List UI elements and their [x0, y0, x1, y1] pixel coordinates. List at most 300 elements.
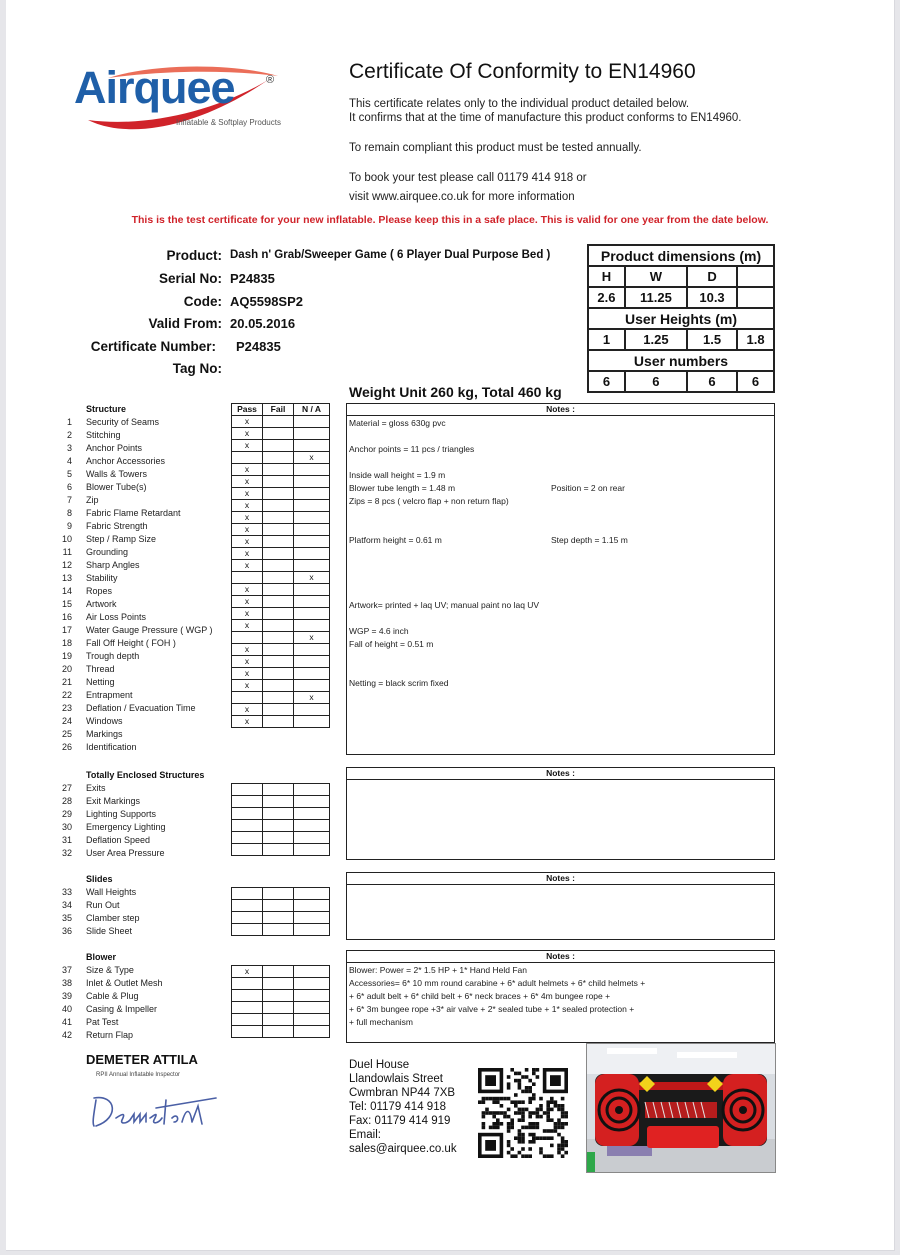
result-cell-pass[interactable]: x [232, 608, 263, 620]
result-cell-pass[interactable]: x [232, 488, 263, 500]
note-line: Platform height = 0.61 m [349, 535, 442, 545]
user-number-3: 6 [687, 371, 737, 392]
inspector-name: DEMETER ATTILA [86, 1052, 198, 1067]
notes-box [346, 950, 775, 1043]
result-cell-fail[interactable] [263, 692, 294, 704]
result-cell-na[interactable] [294, 440, 330, 452]
item-name: Anchor Points [86, 443, 143, 453]
result-cell-fail[interactable] [263, 644, 294, 656]
result-cell-na[interactable] [294, 820, 330, 832]
inflatable-photo-icon [587, 1044, 775, 1172]
result-cell-na[interactable] [294, 668, 330, 680]
booking-line-1: To book your test please call 01179 414 918 or [349, 172, 587, 184]
product-photo [586, 1043, 776, 1173]
result-cell-pass[interactable]: x [232, 716, 263, 728]
result-cell-pass[interactable]: x [232, 440, 263, 452]
notes-box [346, 403, 775, 755]
result-cell-fail[interactable] [263, 428, 294, 440]
dim-value-d: 10.3 [687, 287, 737, 308]
result-cell-na[interactable] [294, 978, 330, 990]
item-number: 31 [61, 835, 72, 845]
code-label: Code: [183, 294, 222, 309]
result-cell-fail[interactable] [263, 620, 294, 632]
note-line: Blower tube length = 1.48 m [349, 483, 456, 493]
result-cell-fail[interactable] [263, 924, 294, 936]
item-name: Cable & Plug [86, 991, 139, 1001]
note-line: Step depth = 1.15 m [551, 535, 628, 545]
item-name: Return Flap [86, 1030, 134, 1040]
item-name: Blower Tube(s) [86, 482, 147, 492]
pass-fail-table [231, 965, 330, 1038]
note-line: Fall of height = 0.51 m [349, 639, 434, 649]
dimensions-title: Product dimensions (m) [588, 245, 774, 266]
item-number: 12 [61, 560, 72, 570]
user-numbers-title: User numbers [588, 350, 774, 371]
result-cell-pass[interactable]: x [232, 668, 263, 680]
item-name: Windows [86, 716, 123, 726]
note-line: WGP = 4.6 inch [349, 626, 409, 636]
result-cell-pass[interactable] [232, 820, 263, 832]
item-number: 38 [61, 978, 72, 988]
result-cell-pass[interactable] [232, 452, 263, 464]
item-number: 15 [61, 599, 72, 609]
result-cell-na[interactable] [294, 912, 330, 924]
result-cell-fail[interactable] [263, 512, 294, 524]
item-name: Lighting Supports [86, 809, 157, 819]
result-cell-fail[interactable] [263, 572, 294, 584]
result-cell-fail[interactable] [263, 978, 294, 990]
result-cell-na[interactable] [294, 584, 330, 596]
item-name: Size & Type [86, 965, 134, 975]
result-cell-fail[interactable] [263, 912, 294, 924]
user-height-4: 1.8 [737, 329, 774, 350]
result-cell-fail[interactable] [263, 464, 294, 476]
serial-label: Serial No: [158, 271, 222, 286]
item-number: 4 [66, 456, 72, 466]
user-height-1: 1 [588, 329, 625, 350]
result-cell-na[interactable] [294, 548, 330, 560]
result-cell-pass[interactable]: x [232, 560, 263, 572]
item-number: 8 [66, 508, 72, 518]
item-number: 18 [61, 638, 72, 648]
result-cell-pass[interactable] [232, 900, 263, 912]
note-line: Position = 2 on rear [551, 483, 625, 493]
result-cell-pass[interactable] [232, 844, 263, 856]
item-name: Fall Off Height ( FOH ) [86, 638, 176, 648]
note-line: Zips = 8 pcs ( velcro flap + non return flap) [349, 496, 509, 506]
notes-header: Notes : [347, 768, 774, 780]
item-number: 5 [66, 469, 72, 479]
result-cell-pass[interactable] [232, 784, 263, 796]
item-number: 26 [61, 742, 72, 752]
item-number: 11 [62, 547, 72, 557]
result-cell-fail[interactable] [263, 524, 294, 536]
item-number: 40 [61, 1004, 72, 1014]
result-cell-fail[interactable] [263, 500, 294, 512]
result-cell-fail[interactable] [263, 832, 294, 844]
result-cell-pass[interactable] [232, 1026, 263, 1038]
result-cell-na[interactable] [294, 476, 330, 488]
result-cell-na[interactable] [294, 1014, 330, 1026]
result-cell-fail[interactable] [263, 900, 294, 912]
item-number: 27 [61, 783, 72, 793]
result-cell-na[interactable] [294, 966, 330, 978]
weight-summary: Weight Unit 260 kg, Total 460 kg [349, 384, 562, 400]
item-number: 9 [66, 521, 72, 531]
result-cell-pass[interactable]: x [232, 966, 263, 978]
result-cell-na[interactable] [294, 716, 330, 728]
result-cell-fail[interactable] [263, 548, 294, 560]
result-cell-na[interactable] [294, 524, 330, 536]
result-cell-fail[interactable] [263, 716, 294, 728]
result-cell-pass[interactable] [232, 912, 263, 924]
result-cell-na[interactable]: x [294, 632, 330, 644]
result-cell-fail[interactable] [263, 1026, 294, 1038]
result-cell-pass[interactable]: x [232, 644, 263, 656]
result-cell-fail[interactable] [263, 632, 294, 644]
item-name: Fabric Flame Retardant [86, 508, 181, 518]
item-name: Step / Ramp Size [86, 534, 157, 544]
item-name: Pat Test [86, 1017, 119, 1027]
item-name: Slide Sheet [86, 926, 133, 936]
item-name: Ropes [86, 586, 113, 596]
qr-code-graphic [478, 1060, 573, 1168]
result-cell-na[interactable]: x [294, 692, 330, 704]
item-number: 1 [66, 417, 72, 427]
result-cell-na[interactable] [294, 680, 330, 692]
note-line: Anchor points = 11 pcs / triangles [349, 444, 475, 454]
item-number: 20 [61, 664, 72, 674]
item-name: Markings [86, 729, 123, 739]
result-cell-pass[interactable] [232, 888, 263, 900]
column-header-pass: Pass [232, 404, 263, 416]
notes-header: Notes : [347, 951, 774, 963]
valid-from-label: Valid From: [148, 316, 222, 331]
signature-icon [86, 1088, 226, 1133]
dim-value-w: 11.25 [625, 287, 687, 308]
result-cell-na[interactable] [294, 536, 330, 548]
result-cell-fail[interactable] [263, 888, 294, 900]
item-name: Deflation Speed [86, 835, 151, 845]
intro-line-2: It confirms that at the time of manufacture this product conforms to EN14960. [349, 112, 742, 124]
address-line: Cwmbran NP44 7XB [349, 1087, 456, 1099]
result-cell-pass[interactable]: x [232, 584, 263, 596]
item-name: User Area Pressure [86, 848, 165, 858]
result-cell-na[interactable] [294, 888, 330, 900]
user-number-2: 6 [625, 371, 687, 392]
result-cell-na[interactable] [294, 464, 330, 476]
result-cell-pass[interactable] [232, 924, 263, 936]
result-cell-fail[interactable] [263, 668, 294, 680]
tag-no-label: Tag No: [172, 361, 222, 376]
result-cell-fail[interactable] [263, 560, 294, 572]
result-cell-pass[interactable]: x [232, 464, 263, 476]
dim-header-empty [737, 266, 774, 287]
result-cell-fail[interactable] [263, 584, 294, 596]
result-cell-fail[interactable] [263, 808, 294, 820]
result-cell-fail[interactable] [263, 416, 294, 428]
note-line: Netting = black scrim fixed [349, 678, 449, 688]
item-name: Entrapment [86, 690, 133, 700]
dim-value-empty [737, 287, 774, 308]
result-cell-pass[interactable]: x [232, 704, 263, 716]
result-cell-pass[interactable] [232, 990, 263, 1002]
result-cell-na[interactable] [294, 488, 330, 500]
email-address[interactable]: sales@airquee.co.uk [349, 1143, 457, 1155]
item-name: Exit Markings [86, 796, 141, 806]
result-cell-na[interactable] [294, 620, 330, 632]
result-cell-pass[interactable] [232, 1002, 263, 1014]
item-number: 41 [61, 1017, 72, 1027]
result-cell-na[interactable] [294, 832, 330, 844]
item-number: 28 [61, 796, 72, 806]
airquee-logo [68, 58, 288, 138]
item-name: Security of Seams [86, 417, 160, 427]
section-title: Blower [86, 952, 117, 962]
item-name: Air Loss Points [86, 612, 147, 622]
result-cell-fail[interactable] [263, 488, 294, 500]
item-number: 6 [66, 482, 72, 492]
result-cell-na[interactable] [294, 924, 330, 936]
item-name: Fabric Strength [86, 521, 148, 531]
note-line: + 6* adult belt + 6* child belt + 6* neck braces + 6* 4m bungee rope + [349, 991, 611, 1001]
item-number: 13 [61, 573, 72, 583]
result-cell-fail[interactable] [263, 452, 294, 464]
item-number: 29 [61, 809, 72, 819]
item-number: 30 [61, 822, 72, 832]
item-number: 23 [61, 703, 72, 713]
user-height-3: 1.5 [687, 329, 737, 350]
item-name: Walls & Towers [86, 469, 148, 479]
certificate-number-label: Certificate Number: [90, 339, 216, 354]
item-number: 22 [61, 690, 72, 700]
column-header-na: N / A [294, 404, 330, 416]
section-title: Totally Enclosed Structures [86, 770, 205, 780]
result-cell-na[interactable] [294, 428, 330, 440]
result-cell-pass[interactable]: x [232, 500, 263, 512]
item-number: 7 [66, 495, 72, 505]
item-name: Sharp Angles [86, 560, 140, 570]
result-cell-na[interactable] [294, 560, 330, 572]
result-cell-fail[interactable] [263, 656, 294, 668]
address-line: Llandowlais Street [349, 1073, 443, 1085]
item-number: 14 [61, 586, 72, 596]
address-line: Duel House [349, 1059, 410, 1071]
result-cell-fail[interactable] [263, 820, 294, 832]
result-cell-fail[interactable] [263, 704, 294, 716]
result-cell-pass[interactable] [232, 1014, 263, 1026]
notes-box [346, 872, 775, 940]
result-cell-na[interactable] [294, 644, 330, 656]
logo-tagline: Inflatable & Softplay Products [176, 118, 281, 127]
result-cell-pass[interactable] [232, 572, 263, 584]
result-cell-fail[interactable] [263, 596, 294, 608]
result-cell-pass[interactable] [232, 692, 263, 704]
item-number: 16 [61, 612, 72, 622]
item-number: 39 [61, 991, 72, 1001]
registered-mark: ® [266, 74, 275, 86]
result-cell-fail[interactable] [263, 680, 294, 692]
result-cell-na[interactable] [294, 608, 330, 620]
result-cell-pass[interactable]: x [232, 428, 263, 440]
result-cell-fail[interactable] [263, 990, 294, 1002]
result-cell-fail[interactable] [263, 844, 294, 856]
result-cell-na[interactable]: x [294, 452, 330, 464]
product-value: Dash n' Grab/Sweeper Game ( 6 Player Dual Purpose Bed ) [230, 249, 551, 261]
product-dimensions-table [587, 244, 775, 393]
result-cell-na[interactable] [294, 808, 330, 820]
result-cell-pass[interactable]: x [232, 656, 263, 668]
result-cell-pass[interactable] [232, 796, 263, 808]
result-cell-fail[interactable] [263, 1002, 294, 1014]
item-name: Inlet & Outlet Mesh [86, 978, 163, 988]
result-cell-na[interactable] [294, 844, 330, 856]
item-number: 10 [61, 534, 72, 544]
result-cell-na[interactable] [294, 500, 330, 512]
item-name: Netting [86, 677, 115, 687]
item-number: 3 [66, 443, 72, 453]
item-name: Exits [86, 783, 106, 793]
result-cell-pass[interactable]: x [232, 596, 263, 608]
certificate-page [6, 0, 895, 1251]
result-cell-na[interactable] [294, 900, 330, 912]
note-line: Artwork= printed + laq UV; manual paint no laq UV [349, 600, 540, 610]
user-number-1: 6 [588, 371, 625, 392]
note-line: + full mechanism [349, 1017, 414, 1027]
result-cell-pass[interactable]: x [232, 536, 263, 548]
note-line: Inside wall height = 1.9 m [349, 470, 446, 480]
result-cell-na[interactable] [294, 1026, 330, 1038]
item-number: 42 [61, 1030, 72, 1040]
item-number: 19 [61, 651, 72, 661]
item-name: Clamber step [86, 913, 140, 923]
result-cell-pass[interactable] [232, 808, 263, 820]
result-cell-na[interactable] [294, 512, 330, 524]
intro-line-1: This certificate relates only to the individual product detailed below. [349, 98, 690, 110]
result-cell-pass[interactable]: x [232, 548, 263, 560]
logo-wordmark: Airquee [74, 62, 235, 113]
company-address [349, 1058, 457, 1156]
dim-header-h: H [588, 266, 625, 287]
certificate-title: Certificate Of Conformity to EN14960 [349, 60, 696, 83]
notes-header: Notes : [347, 873, 774, 885]
valid-from-value: 20.05.2016 [230, 316, 296, 331]
item-name: Artwork [86, 599, 117, 609]
item-number: 33 [61, 887, 72, 897]
item-name: Wall Heights [86, 887, 137, 897]
product-label: Product: [166, 248, 222, 263]
result-cell-fail[interactable] [263, 966, 294, 978]
item-name: Zip [86, 495, 99, 505]
result-cell-pass[interactable] [232, 978, 263, 990]
code-value: AQ5598SP2 [230, 294, 303, 309]
result-cell-na[interactable] [294, 416, 330, 428]
result-cell-na[interactable] [294, 784, 330, 796]
result-cell-na[interactable] [294, 796, 330, 808]
inspector-role: RPII Annual Inflatable Inspector [96, 1072, 181, 1078]
result-cell-fail[interactable] [263, 784, 294, 796]
note-line: + 6* 3m bungee rope +3* air valve + 2* sealed tube + 1* sealed protection + [349, 1004, 635, 1014]
result-cell-fail[interactable] [263, 536, 294, 548]
result-cell-pass[interactable] [232, 832, 263, 844]
result-cell-fail[interactable] [263, 796, 294, 808]
result-cell-na[interactable] [294, 990, 330, 1002]
annual-test-note: To remain compliant this product must be tested annually. [349, 142, 642, 154]
item-name: Anchor Accessories [86, 456, 166, 466]
email-label: Email: [349, 1129, 381, 1141]
result-cell-pass[interactable]: x [232, 416, 263, 428]
item-name: Emergency Lighting [86, 822, 166, 832]
user-number-4: 6 [737, 371, 774, 392]
result-cell-na[interactable] [294, 656, 330, 668]
qr-code-icon[interactable] [478, 1060, 573, 1168]
item-number: 34 [61, 900, 72, 910]
result-cell-na[interactable] [294, 1002, 330, 1014]
notes-box [346, 767, 775, 860]
result-cell-pass[interactable]: x [232, 524, 263, 536]
result-cell-na[interactable] [294, 704, 330, 716]
certificate-number-value: P24835 [236, 339, 281, 354]
item-number: 36 [61, 926, 72, 936]
result-cell-pass[interactable]: x [232, 512, 263, 524]
note-line: Material = gloss 630g pvc [349, 418, 446, 428]
result-cell-pass[interactable]: x [232, 620, 263, 632]
result-cell-na[interactable] [294, 596, 330, 608]
item-number: 2 [66, 430, 72, 440]
result-cell-pass[interactable]: x [232, 476, 263, 488]
result-cell-fail[interactable] [263, 608, 294, 620]
dim-header-w: W [625, 266, 687, 287]
item-name: Stitching [86, 430, 121, 440]
item-number: 35 [61, 913, 72, 923]
item-name: Casing & Impeller [86, 1004, 158, 1014]
column-header-fail: Fail [263, 404, 294, 416]
notes-header: Notes : [347, 404, 774, 416]
result-cell-na[interactable]: x [294, 572, 330, 584]
dim-header-d: D [687, 266, 737, 287]
item-number: 32 [61, 848, 72, 858]
item-name: Grounding [86, 547, 129, 557]
fax-line: Fax: 01179 414 919 [349, 1115, 451, 1127]
item-name: Water Gauge Pressure ( WGP ) [86, 625, 213, 635]
note-line: Accessories= 6* 10 mm round carabine + 6* adult helmets + 6* child helmets + [349, 978, 646, 988]
result-cell-fail[interactable] [263, 1014, 294, 1026]
result-cell-pass[interactable]: x [232, 680, 263, 692]
user-heights-title: User Heights (m) [588, 308, 774, 329]
item-name: Identification [86, 742, 137, 752]
pass-fail-table [231, 887, 330, 936]
validity-warning: This is the test certificate for your new inflatable. Please keep this in a safe place. This is valid for one year from the date below. [131, 214, 769, 226]
result-cell-fail[interactable] [263, 476, 294, 488]
pass-fail-table [231, 783, 330, 856]
item-number: 37 [61, 965, 72, 975]
result-cell-fail[interactable] [263, 440, 294, 452]
item-name: Stability [86, 573, 118, 583]
item-name: Trough depth [86, 651, 140, 661]
dim-value-h: 2.6 [588, 287, 625, 308]
section-title: Slides [86, 874, 113, 884]
item-number: 21 [61, 677, 72, 687]
user-height-2: 1.25 [625, 329, 687, 350]
phone-line: Tel: 01179 414 918 [349, 1101, 446, 1113]
serial-value: P24835 [230, 271, 275, 286]
item-number: 17 [61, 625, 72, 635]
item-number: 25 [61, 729, 72, 739]
result-cell-pass[interactable] [232, 632, 263, 644]
pass-fail-table [231, 403, 330, 728]
booking-line-2: visit www.airquee.co.uk for more information [349, 191, 575, 203]
item-name: Run Out [86, 900, 120, 910]
